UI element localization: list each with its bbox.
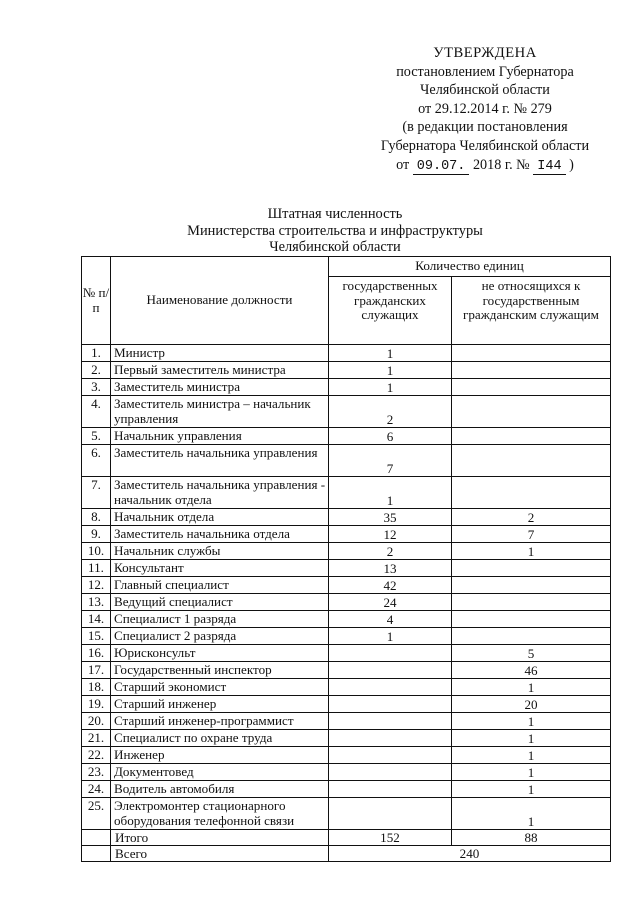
row-number: 8.	[82, 509, 111, 526]
title-line-2: Министерства строительства и инфраструктуры	[187, 222, 483, 239]
row-position: Заместитель министра – начальник управления	[111, 396, 329, 428]
table-row	[82, 396, 611, 428]
subtotal-label: Итого	[111, 830, 329, 846]
row-position: Главный специалист	[111, 577, 329, 594]
row-number: 7.	[82, 477, 111, 509]
table-row	[82, 645, 611, 662]
row-other-count: 1	[452, 764, 611, 781]
row-position: Старший инженер	[111, 696, 329, 713]
row-civil-count: 1	[329, 345, 452, 362]
header-non-civil: не относящихся к государственным гражданским служащим	[452, 277, 611, 345]
subtotal-other: 88	[452, 830, 611, 846]
row-number: 18.	[82, 679, 111, 696]
approval-line-5: Губернатора Челябинской области	[380, 137, 590, 154]
row-other-count	[452, 379, 611, 396]
subtotal-civil: 152	[329, 830, 452, 846]
subtotal-num	[82, 830, 111, 846]
row-number: 25.	[82, 798, 111, 830]
row-civil-count: 4	[329, 611, 452, 628]
row-civil-count	[329, 645, 452, 662]
row-position: Заместитель министра	[111, 379, 329, 396]
row-position: Старший инженер-программист	[111, 713, 329, 730]
approval-line-4: (в редакции постановления	[402, 119, 568, 136]
row-civil-count: 35	[329, 509, 452, 526]
row-position: Водитель автомобиля	[111, 781, 329, 798]
table-row	[82, 560, 611, 577]
table-row	[82, 362, 611, 379]
row-other-count	[452, 577, 611, 594]
document-title	[120, 206, 550, 256]
table-row	[82, 445, 611, 477]
approval-date-prefix: от	[396, 156, 410, 173]
row-civil-count: 2	[329, 396, 452, 428]
row-position: Начальник управления	[111, 428, 329, 445]
row-civil-count	[329, 798, 452, 830]
row-position: Документовед	[111, 764, 329, 781]
row-other-count	[452, 445, 611, 477]
row-number: 2.	[82, 362, 111, 379]
row-position: Специалист 1 разряда	[111, 611, 329, 628]
staff-table	[81, 256, 611, 862]
table-row	[82, 526, 611, 543]
row-position: Заместитель начальника управления	[111, 445, 329, 477]
row-number: 6.	[82, 445, 111, 477]
table-row	[82, 798, 611, 830]
table-row	[82, 713, 611, 730]
row-civil-count	[329, 696, 452, 713]
row-other-count	[452, 628, 611, 645]
row-number: 3.	[82, 379, 111, 396]
title-line-1: Штатная численность	[267, 206, 403, 222]
table-row	[82, 611, 611, 628]
row-number: 21.	[82, 730, 111, 747]
row-civil-count: 1	[329, 362, 452, 379]
header-position: Наименование должности	[111, 257, 329, 345]
row-civil-count	[329, 781, 452, 798]
table-row	[82, 543, 611, 560]
row-position: Первый заместитель министра	[111, 362, 329, 379]
row-number: 23.	[82, 764, 111, 781]
row-position: Заместитель начальника управления - начальник отдела	[111, 477, 329, 509]
row-other-count: 1	[452, 713, 611, 730]
row-civil-count	[329, 730, 452, 747]
row-number: 14.	[82, 611, 111, 628]
approval-date-suffix: 2018 г. №	[472, 156, 530, 173]
row-number: 17.	[82, 662, 111, 679]
row-number: 22.	[82, 747, 111, 764]
row-position: Государственный инспектор	[111, 662, 329, 679]
row-number: 1.	[82, 345, 111, 362]
row-other-count: 2	[452, 509, 611, 526]
approval-line-3: от 29.12.2014 г. № 279	[418, 100, 552, 117]
row-number: 9.	[82, 526, 111, 543]
row-number: 19.	[82, 696, 111, 713]
total-label: Всего	[111, 846, 329, 862]
row-civil-count: 7	[329, 445, 452, 477]
row-other-count: 20	[452, 696, 611, 713]
approval-stamp	[360, 44, 610, 176]
approval-line-1: постановлением Губернатора	[396, 63, 574, 80]
approval-heading: УТВЕРЖДЕНА	[433, 45, 537, 61]
row-number: 11.	[82, 560, 111, 577]
row-civil-count	[329, 747, 452, 764]
row-civil-count: 1	[329, 628, 452, 645]
row-other-count	[452, 594, 611, 611]
row-civil-count: 24	[329, 594, 452, 611]
row-number: 13.	[82, 594, 111, 611]
row-civil-count	[329, 662, 452, 679]
row-position: Юрисконсульт	[111, 645, 329, 662]
row-position: Электромонтер стационарного оборудования телефонной связи	[111, 798, 329, 830]
row-civil-count: 13	[329, 560, 452, 577]
approval-close: )	[569, 156, 574, 173]
total-row	[82, 846, 611, 862]
row-civil-count: 2	[329, 543, 452, 560]
table-row	[82, 594, 611, 611]
row-position: Начальник службы	[111, 543, 329, 560]
table-row	[82, 379, 611, 396]
row-other-count: 5	[452, 645, 611, 662]
row-number: 20.	[82, 713, 111, 730]
row-other-count: 1	[452, 543, 611, 560]
row-other-count: 46	[452, 662, 611, 679]
total-num	[82, 846, 111, 862]
row-civil-count: 6	[329, 428, 452, 445]
row-number: 10.	[82, 543, 111, 560]
table-row	[82, 577, 611, 594]
row-other-count	[452, 611, 611, 628]
row-number: 15.	[82, 628, 111, 645]
row-other-count: 7	[452, 526, 611, 543]
row-other-count: 1	[452, 679, 611, 696]
approval-date-value: 09.07.	[413, 159, 470, 175]
row-civil-count: 42	[329, 577, 452, 594]
row-other-count: 1	[452, 798, 611, 830]
table-row	[82, 662, 611, 679]
subtotal-row	[82, 830, 611, 846]
row-civil-count	[329, 713, 452, 730]
table-row	[82, 477, 611, 509]
row-other-count	[452, 428, 611, 445]
row-civil-count: 1	[329, 379, 452, 396]
table-row	[82, 345, 611, 362]
total-value: 240	[329, 846, 611, 862]
row-position: Консультант	[111, 560, 329, 577]
row-other-count: 1	[452, 730, 611, 747]
row-number: 5.	[82, 428, 111, 445]
row-position: Инженер	[111, 747, 329, 764]
table-row	[82, 764, 611, 781]
header-civil-servants: государственных гражданских служащих	[329, 277, 452, 345]
title-line-3: Челябинской области	[269, 239, 401, 256]
table-row	[82, 679, 611, 696]
row-other-count: 1	[452, 747, 611, 764]
row-other-count	[452, 345, 611, 362]
row-number: 4.	[82, 396, 111, 428]
row-position: Заместитель начальника отдела	[111, 526, 329, 543]
table-body	[82, 345, 611, 862]
row-civil-count	[329, 679, 452, 696]
row-position: Начальник отдела	[111, 509, 329, 526]
approval-line-2: Челябинской области	[420, 82, 550, 99]
approval-date-line	[360, 156, 610, 177]
row-civil-count: 12	[329, 526, 452, 543]
row-civil-count: 1	[329, 477, 452, 509]
row-number: 24.	[82, 781, 111, 798]
row-position: Специалист 2 разряда	[111, 628, 329, 645]
table-row	[82, 696, 611, 713]
row-other-count: 1	[452, 781, 611, 798]
table-row	[82, 509, 611, 526]
table-row	[82, 730, 611, 747]
table-row	[82, 781, 611, 798]
row-other-count	[452, 477, 611, 509]
row-position: Специалист по охране труда	[111, 730, 329, 747]
row-other-count	[452, 396, 611, 428]
row-position: Ведущий специалист	[111, 594, 329, 611]
row-other-count	[452, 560, 611, 577]
row-other-count	[452, 362, 611, 379]
row-civil-count	[329, 764, 452, 781]
row-number: 16.	[82, 645, 111, 662]
table-row	[82, 747, 611, 764]
row-position: Старший экономист	[111, 679, 329, 696]
table-row	[82, 628, 611, 645]
row-position: Министр	[111, 345, 329, 362]
approval-number-value: I44	[533, 159, 565, 175]
header-count: Количество единиц	[329, 257, 611, 277]
row-number: 12.	[82, 577, 111, 594]
header-number: № п/п	[82, 257, 111, 345]
table-row	[82, 428, 611, 445]
